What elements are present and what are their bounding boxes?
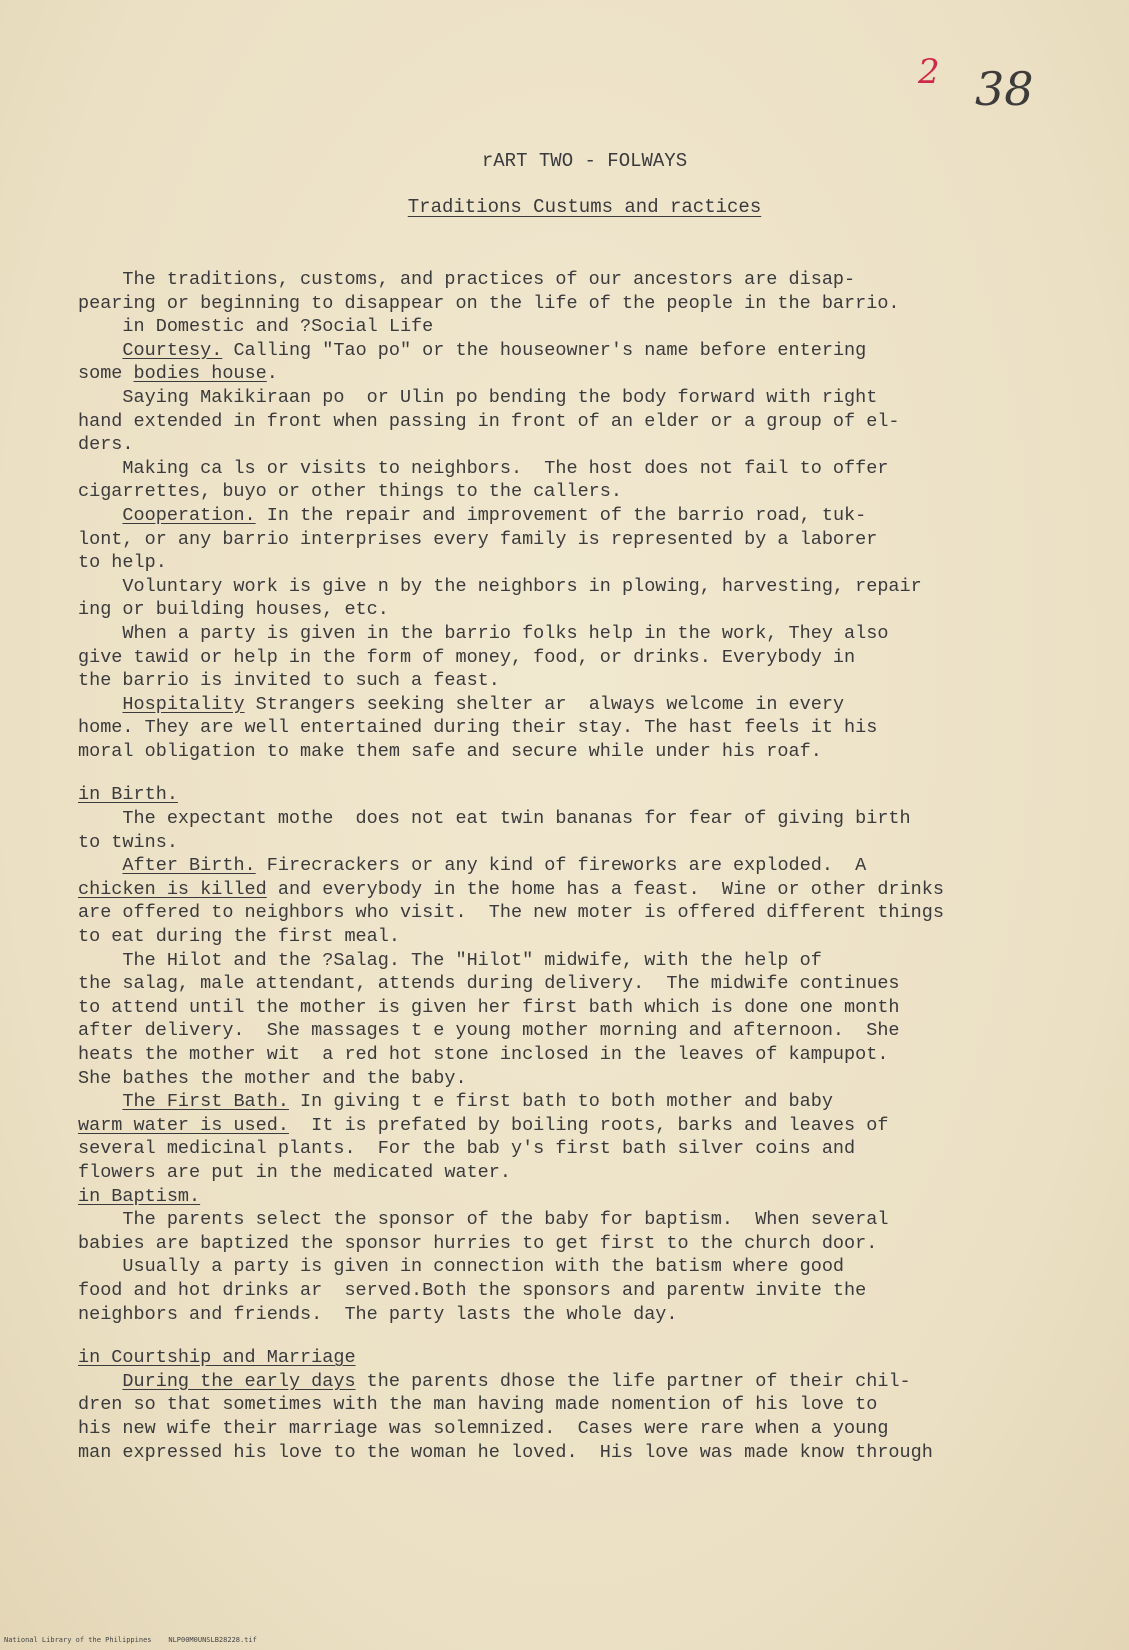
text-line: Making ca ls or visits to neighbors. The host does not fail to offer: [78, 457, 889, 479]
text-line: the salag, male attendant, attends during delivery. The midwife continues: [78, 973, 900, 995]
text-line: man expressed his love to the woman he loved. His love was made know through: [78, 1441, 933, 1463]
text-line: lont, or any barrio interprises every family is represented by a laborer: [78, 528, 878, 550]
text-line: neighbors and friends. The party lasts the whole day.: [78, 1303, 678, 1325]
text-line: in Courtship and Marriage: [78, 1347, 356, 1369]
text-line: Hospitality Strangers seeking shelter ar always welcome in every: [122, 693, 845, 715]
text-line: The parents select the sponsor of the baby for baptism. When several: [78, 1209, 889, 1231]
text-line: the barrio is invited to such a feast.: [78, 670, 500, 692]
text-line: hand extended in front when passing in front of an elder or a group of el-: [78, 410, 900, 432]
text-line: The traditions, customs, and practices of our ancestors are disap-: [78, 269, 856, 290]
text-line: cigarrettes, buyo or other things to the callers.: [78, 481, 622, 503]
section-subtitle: [20, 196, 1129, 218]
text-line: in Domestic and ?Social Life: [78, 316, 434, 338]
text-line: to help.: [78, 552, 167, 574]
text-line: Voluntary work is give n by the neighbors in plowing, harvesting, repair: [78, 575, 922, 597]
text-line: Saying Makikiraan po or Ulin po bending the body forward with right: [78, 386, 878, 408]
text-line: several medicinal plants. For the bab y's first bath silver coins and: [78, 1138, 856, 1160]
text-line: flowers are put in the medicated water.: [78, 1161, 511, 1183]
text-line: to eat during the first meal.: [78, 926, 400, 948]
text-line: [78, 1326, 1068, 1346]
page-number: 38: [975, 62, 1034, 116]
text-line: When a party is given in the barrio folks help in the work, They also: [78, 622, 889, 644]
text-line: dren so that sometimes with the man having made nomention of his love to: [78, 1394, 878, 1416]
section-subtitle-text: Traditions Custums and ractices: [407, 196, 762, 218]
text-line: give tawid or help in the form of money, food, or drinks. Everybody in: [78, 646, 856, 668]
text-line: During the early days the parents dhose the life partner of their chil-: [122, 1370, 911, 1392]
text-line: [78, 763, 1068, 783]
text-line: chicken is killed and everybody in the home has a feast. Wine or other drinks: [78, 878, 944, 900]
page-mark: 2: [918, 52, 940, 92]
text-line: pearing or beginning to disappear on the life of the people in the barrio.: [78, 292, 900, 314]
text-line: Courtesy. Calling "Tao po" or the houseowner's name before entering: [122, 339, 867, 361]
text-line: The First Bath. In giving t e first bath to both mother and baby: [122, 1091, 833, 1113]
text-line: Usually a party is given in connection with the batism where good: [78, 1256, 845, 1278]
part-title: rART TWO - FOLWAYS: [481, 150, 688, 172]
text-line: after delivery. She massages t e young mother morning and afternoon. She: [78, 1020, 900, 1042]
text-line: food and hot drinks ar served.Both the sponsors and parentw invite the: [78, 1279, 867, 1301]
text-line: heats the mother wit a red hot stone inclosed in the leaves of kampupot.: [78, 1044, 889, 1065]
text-line: are offered to neighbors who visit. The new moter is offered different things: [78, 902, 944, 924]
text-line: his new wife their marriage was solemnized. Cases were rare when a young: [78, 1417, 889, 1439]
text-line: home. They are well entertained during their stay. The hast feels it his: [78, 717, 878, 739]
text-line: ders.: [78, 434, 134, 456]
text-line: in Birth.: [78, 784, 178, 806]
text-line: She bathes the mother and the baby.: [78, 1067, 467, 1089]
text-line: moral obligation to make them safe and secure while under his roaf.: [78, 740, 822, 762]
text-line: babies are baptized the sponsor hurries to get first to the church door.: [78, 1232, 878, 1254]
text-line: in Baptism.: [78, 1185, 201, 1207]
document-body: [78, 268, 1068, 1464]
archive-footer: National Library of the Philippines NLP00M0UNSLB28228.tif: [4, 1636, 257, 1644]
text-line: The expectant mothe does not eat twin bananas for fear of giving birth: [78, 808, 911, 830]
text-line: warm water is used. It is prefated by boiling roots, barks and leaves of: [78, 1114, 889, 1136]
text-line: ing or building houses, etc.: [78, 599, 389, 621]
text-line: some bodies house.: [78, 363, 278, 385]
text-line: to attend until the mother is given her first bath which is done one month: [78, 996, 900, 1018]
text-line: to twins.: [78, 831, 178, 853]
text-line: The Hilot and the ?Salag. The "Hilot" midwife, with the help of: [78, 949, 822, 971]
text-line: After Birth. Firecrackers or any kind of fireworks are exploded. A: [122, 855, 867, 877]
text-line: Cooperation. In the repair and improvement of the barrio road, tuk-: [122, 504, 867, 526]
